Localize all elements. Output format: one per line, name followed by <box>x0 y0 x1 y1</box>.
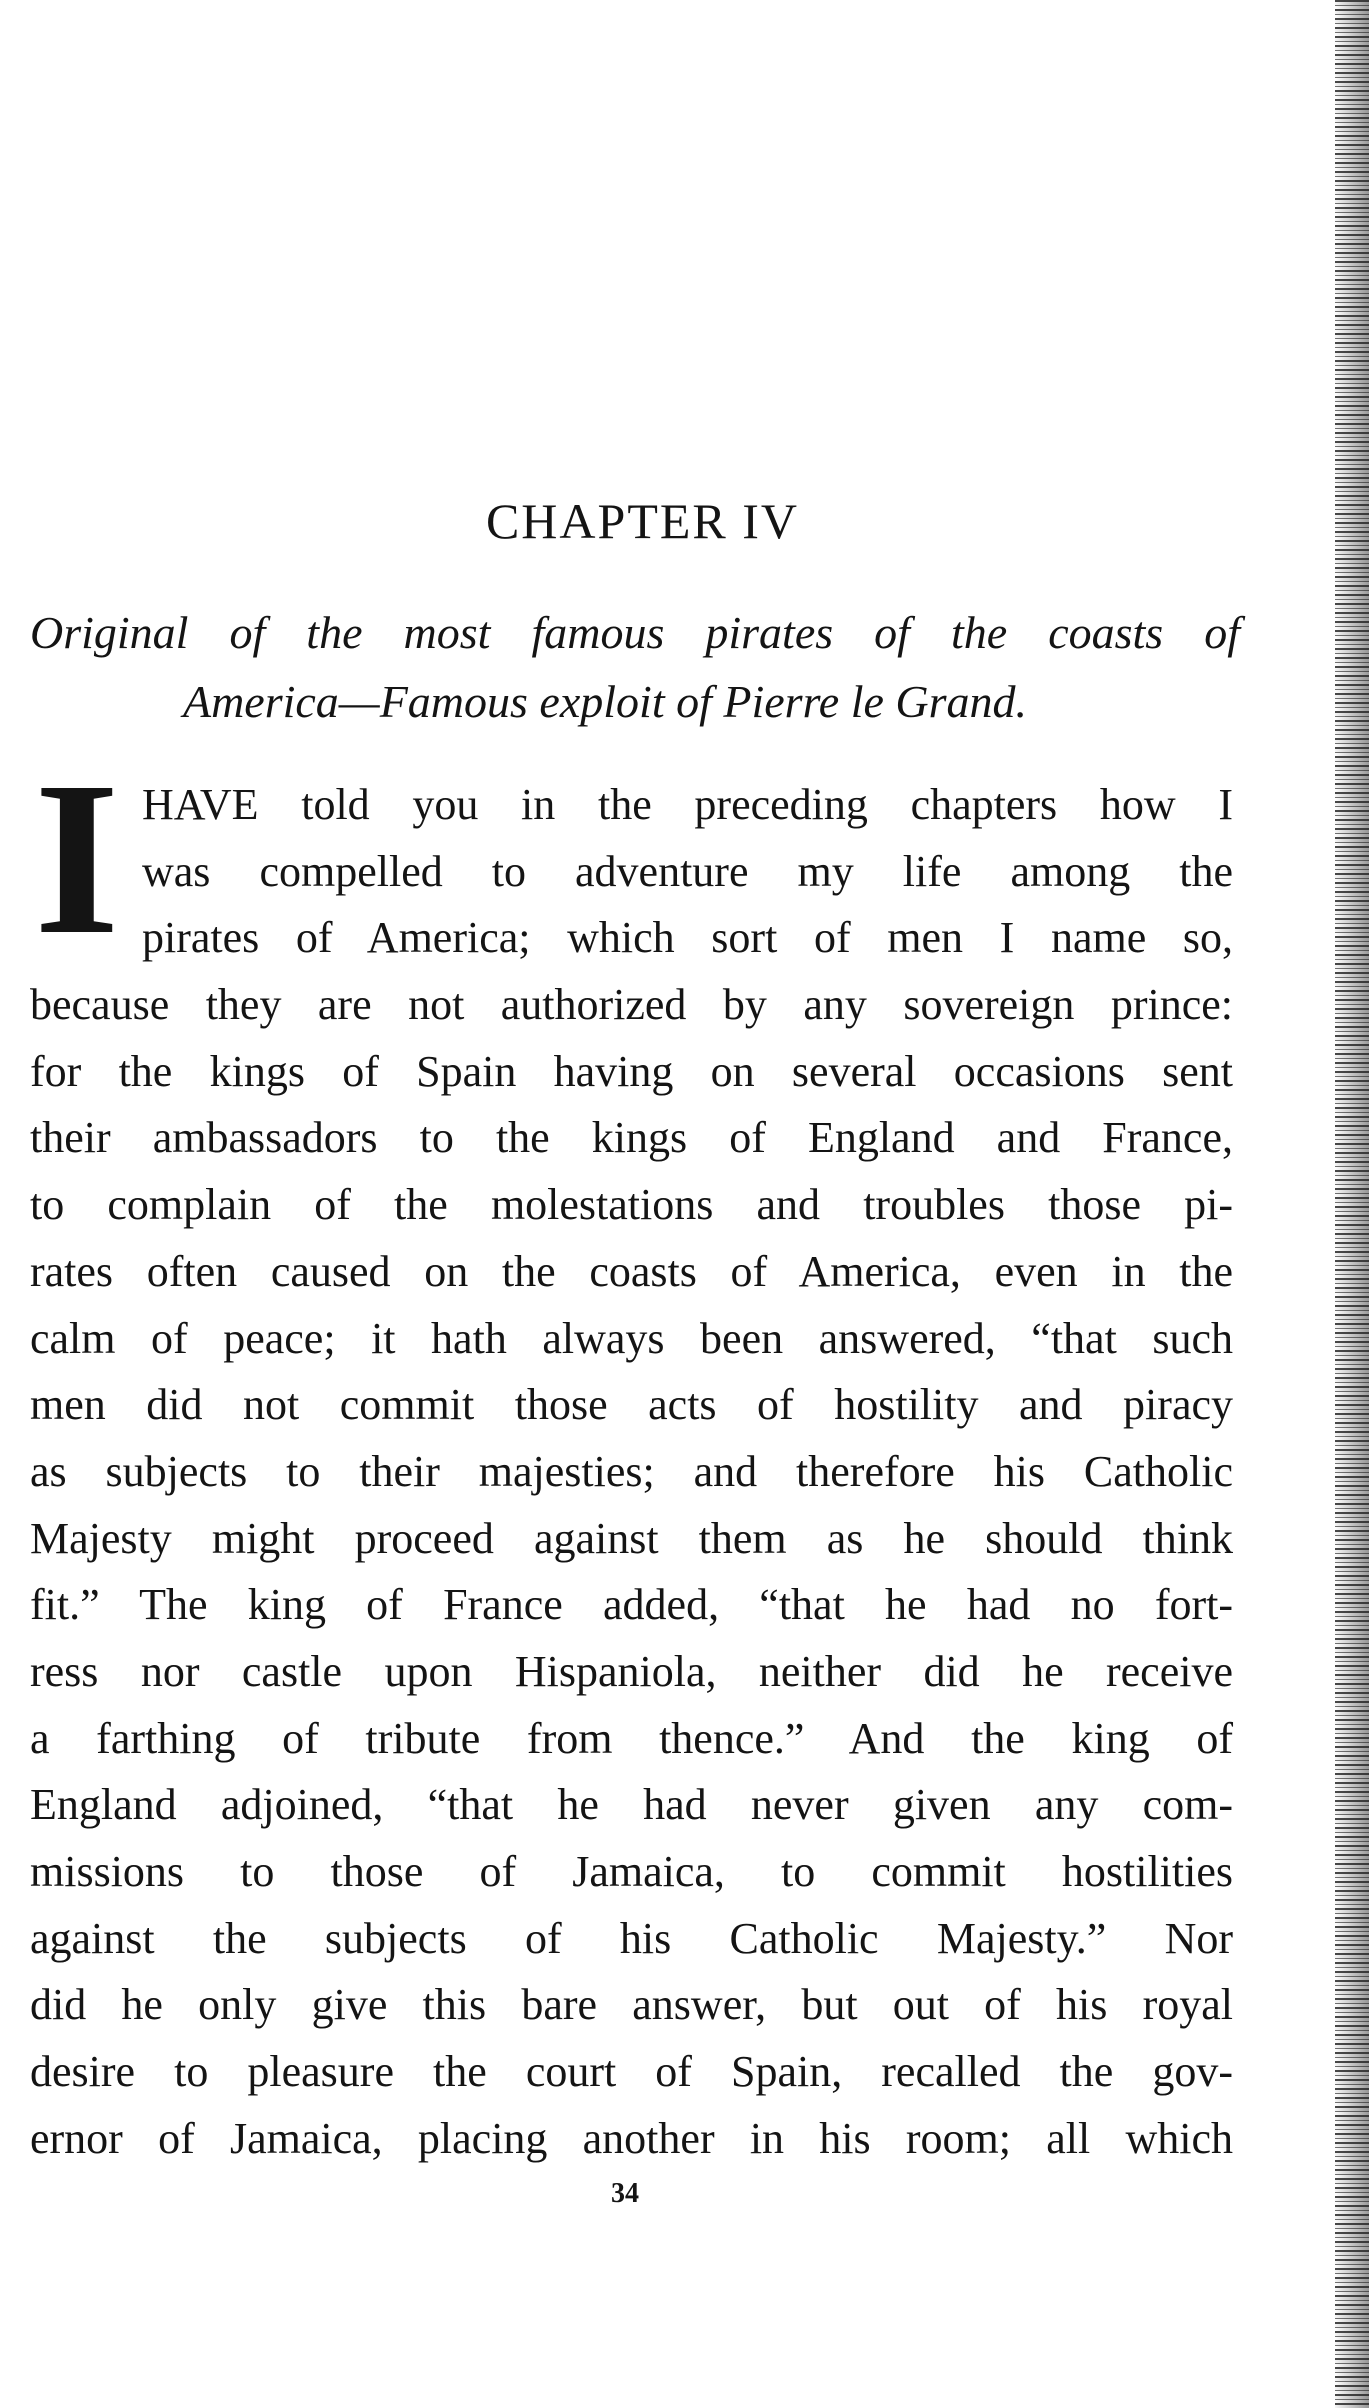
text-line: to complain of the molestations and troubles those pi- <box>30 1180 1233 1230</box>
text-line: fit.” The king of France added, “that he had no fort- <box>30 1580 1233 1630</box>
text-line: rates often caused on the coasts of America, even in the <box>30 1246 1233 1296</box>
text-line: desire to pleasure the court of Spain, recalled the gov- <box>30 2047 1233 2097</box>
chapter-title: CHAPTER IV <box>485 493 800 549</box>
text-line: England adjoined, “that he had never given any com- <box>30 1780 1233 1830</box>
text-line: calm of peace; it hath always been answered, “that such <box>30 1313 1233 1363</box>
text-line: missions to those of Jamaica, to commit hostilities <box>30 1847 1233 1896</box>
text-line: a farthing of tribute from thence.” And the king of <box>30 1713 1233 1763</box>
subtitle-line: Original of the most famous pirates of the coasts of <box>30 607 1240 658</box>
text-line: ernor of Jamaica, placing another in his room; all which <box>30 2113 1233 2163</box>
text-line: as subjects to their majesties; and therefore his Catholic <box>30 1446 1233 1496</box>
text-line: against the subjects of his Catholic Majesty.” Nor <box>30 1913 1233 1963</box>
text-line: because they are not authorized by any sovereign prince: <box>30 980 1233 1030</box>
page-number: 34 <box>611 2178 639 2209</box>
text-line: their ambassadors to the kings of England and France, <box>30 1113 1233 1163</box>
drop-cap: I <box>34 736 120 980</box>
text-line: for the kings of Spain having on several occasions sent <box>30 1046 1233 1096</box>
text-line: was compelled to adventure my life among the <box>142 846 1233 896</box>
body-text <box>30 772 1233 2172</box>
subtitle-line: America—Famous exploit of Pierre le Grand. <box>182 676 1028 727</box>
text-line: men did not commit those acts of hostility and piracy <box>30 1380 1233 1430</box>
text-line: pirates of America; which sort of men I name so, <box>142 913 1233 963</box>
page-edge-shadow <box>1335 0 1369 2408</box>
text-line: ress nor castle upon Hispaniola, neither did he receive <box>30 1646 1233 1696</box>
text-line: Majesty might proceed against them as he should think <box>30 1513 1233 1563</box>
text-line: did he only give this bare answer, but out of his royal <box>30 1980 1233 2030</box>
chapter-subtitle <box>30 598 1240 736</box>
text-line: HAVE told you in the preceding chapters how I <box>142 780 1233 829</box>
